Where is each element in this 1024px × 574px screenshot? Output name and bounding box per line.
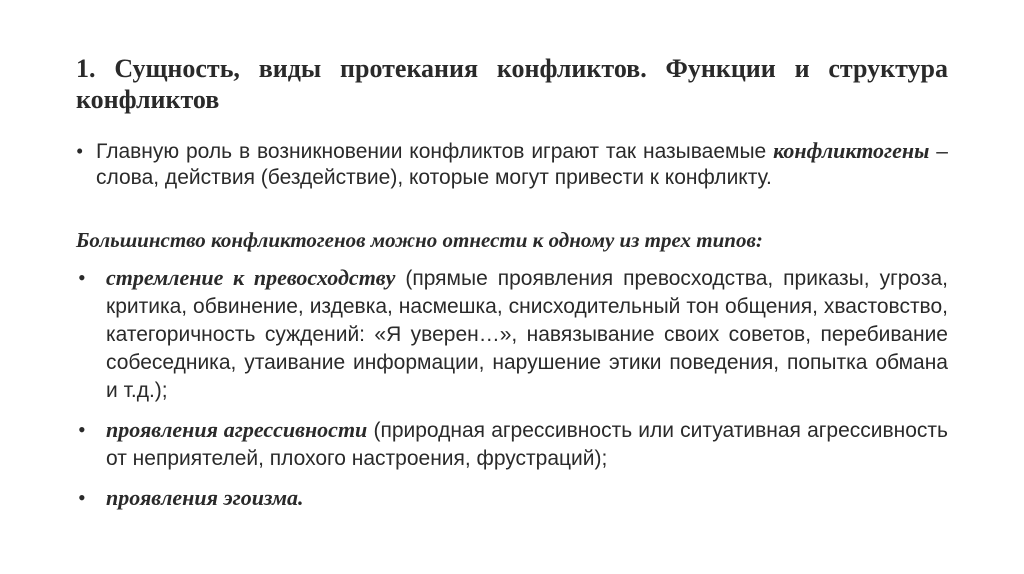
list-item bbox=[76, 416, 948, 473]
slide-title: 1. Сущность, виды протекания конфликтов. Функции и структура конфликтов bbox=[76, 54, 948, 114]
intro-paragraph bbox=[76, 138, 948, 191]
intro-term: конфликтогены bbox=[773, 138, 930, 163]
list-item-text bbox=[106, 416, 948, 473]
type-term: проявления агрессивности bbox=[106, 417, 368, 442]
list-item-text bbox=[106, 264, 948, 405]
list-item bbox=[76, 484, 948, 513]
list-item-text bbox=[106, 484, 948, 513]
bullet-marker: • bbox=[76, 139, 84, 163]
list-item bbox=[76, 264, 948, 405]
types-list bbox=[76, 264, 948, 524]
intro-text bbox=[96, 138, 948, 191]
type-description: (прямые проявления превосходства, приказы, угроза, критика, обвинение, издевка, насмешка, снисходительный тон общения, хвастовство, категоричность суждений: «Я уверен…», навязывание своих советов, перебивание собеседника, утаивание информации, нарушение этики поведения, попытка обмана и т.д.); bbox=[106, 267, 948, 402]
type-description: (природная агрессивность или ситуативная агрессивность от неприятелей, плохого настроения, фрустраций); bbox=[106, 419, 948, 470]
types-lead: Большинство конфликтогенов можно отнести к одному из трех типов: bbox=[76, 228, 763, 252]
intro-text-after: – слова, действия (бездействие), которые могут привести к конфликту. bbox=[96, 140, 948, 189]
bullet-marker: • bbox=[78, 485, 86, 510]
intro-text-before: Главную роль в возникновении конфликтов играют так называемые bbox=[96, 140, 767, 163]
type-term: проявления эгоизма. bbox=[106, 485, 304, 510]
type-term: стремление к превосходству bbox=[106, 265, 396, 290]
bullet-marker: • bbox=[78, 265, 86, 290]
bullet-marker: • bbox=[78, 417, 86, 442]
